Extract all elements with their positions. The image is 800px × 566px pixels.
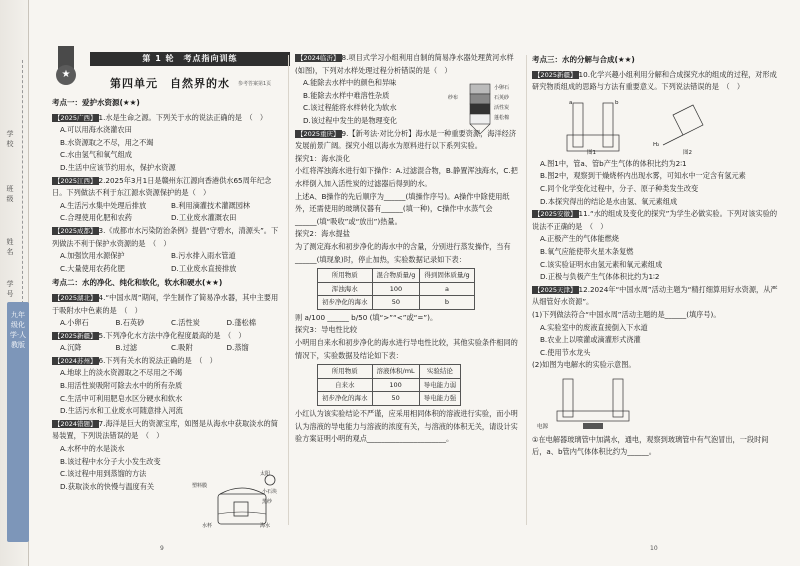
binding-label: 名 [6,248,14,256]
question-text: 3.《成都市水污染防治条例》提倡“守碧水，清源头”。下列做法不利于保护水资源的是 （ ） [52,225,279,248]
label-power: 电源 [537,423,549,430]
plastic-film [220,488,264,494]
answer-option: B.用活性炭吸附可除去水中的所有杂质 [60,381,183,391]
label-tube-b: b [615,99,619,106]
subject-tab-label: 九年级化学·人教版 [9,311,27,349]
question-source-tag: 【2025成都】 [54,226,97,235]
question-source-tag: 【2025湖北】 [54,293,97,302]
binding-label: 号 [6,290,14,298]
answer-option: D.蒸馏 [226,343,249,353]
answer-option: B.污水排入雨水管道 [171,251,236,261]
paragraph: 探究3：导电性比较 [295,325,358,335]
answer-option: A.地球上的淡水资源取之不尽用之不竭 [60,368,183,378]
answer-option: C.合理使用化肥和农药 [60,213,132,223]
label-figure-2: 图2 [683,149,692,156]
answer-option: D.生活中应该节约用水，保护水资源 [60,162,176,172]
question-source-tag: 【2024临沂】 [297,54,340,62]
question-source-tag: 【2024苏州】 [54,356,97,365]
water-cup [234,502,248,516]
label-hydrogen: H₂ [653,141,660,148]
question-source-tag: 【2025广西】 [54,113,97,122]
question-text: 7.海洋是巨大的资源宝库，如图是从海水中获取淡水的简易装置，下列说法错误的是 （ ） [52,418,278,441]
answer-option: B.图2中，观察到干燥烧杯内出现水雾，可知水中一定含有氢元素 [540,171,746,181]
question [52,292,282,317]
question [532,208,782,233]
question [52,330,282,343]
answer-option: C.该过程能将水样转化为软水 [303,103,397,113]
paragraph: 小红认为该实验结论不严谨，应采用相同体积的溶液进行实验，而小明认为溶液的导电能力与溶液的浓度有关，与溶液的体积无关，请设计实验方案证明小明的观点______________________。 [295,409,518,444]
table-cell: 100 [372,378,419,392]
answer-option: D.该过程中发生的是物理变化 [303,115,398,125]
paragraph: 小明用自来水和初步净化的海水进行导电性比较，其他实验条件相同的情况下，实验数据及结论如下表： [295,338,518,360]
table-header-cell: 混合物质量/g [372,269,420,283]
table-cell: a [420,282,474,296]
answer-option-row [60,342,282,355]
question-text: 12.2024年“中国水周”活动主题为“精打细算用好水资源，从严从细管好水资源”。 [532,284,778,307]
column-3 [532,52,782,459]
answer-option: A.水杯中的水是淡水 [60,444,125,454]
binding-label: 班 [6,185,14,193]
question-text: 5.下列净化水方法中净化程度最高的是 （ ） [98,330,246,340]
question [52,355,282,368]
question-text: 10.化学兴趣小组利用分解和合成探究水的组成的过程，对形成研究物质组成的思路与方法有重要意义。下列说法错误的是 （ ） [532,69,777,92]
answer-option-row [60,200,282,213]
answer-option: A.实验室中的废液直接倒入下水道 [540,322,648,332]
answer-option: C.使用节水龙头 [540,347,591,357]
question-source-tag: 【2025江西】 [54,176,97,185]
question [52,418,282,443]
answer-option: C.该实验证明水由氢元素和氧元素组成 [540,259,663,269]
section-heading: 考点二：水的净化、纯化和软化，软水和硬水(★★) [52,278,223,288]
label-figure-1: 图1 [587,149,596,156]
page-number-left: 9 [160,545,164,552]
paragraph: 则 a/100 ______ b/50 (填“>”“<”或“=”)。 [295,312,438,322]
star-medal-icon: ★ [56,65,76,85]
answer-option: B.能除去水样中难溶性杂质 [303,90,390,100]
answer-option: D.生活污水和工业废水可随意排入河流 [60,406,183,416]
label-quartz: 石英砂 [494,95,510,101]
paragraph: (2)如图为电解水的实验示意图。 [532,360,636,370]
question-source-tag: 【2025安徽】 [534,210,577,219]
answer-option: B.氧气应能使带火星木条复燃 [540,246,634,256]
table-row [318,378,461,392]
table-cell: 100 [372,282,420,296]
label-gauze: 纱布 [448,95,459,101]
section-heading: 考点一：爱护水资源(★★) [52,98,140,107]
paragraph: 上述A、B操作的先后顺序为______(填操作序号)。A操作中除使用纸外，还需使用的玻璃仪器有______(填一种)，C操作中水蒸气会______(填“吸收”或“放出”)热量。 [295,191,510,226]
electrolysis-diagram [533,95,733,155]
answer-option: D.本探究得出的结论是水由氢、氧元素组成 [540,196,678,206]
table-cell: 导电能力弱 [419,378,461,392]
answer-option: A.正极产生的气体能燃烧 [540,234,619,244]
table-header-cell: 得到固体质量/g [420,269,474,283]
paragraph: 为了测定海水和初步净化的海水中的含量，分别进行蒸发操作，当有______(填现象)时，停止加热，实验数据记录如下表： [295,241,511,264]
question-source-tag: 【2025新疆】 [534,70,577,79]
answer-option: B.农业上以喷灌或滴灌形式浇灌 [540,335,641,345]
binding-label: 校 [6,140,14,148]
binding-label: 学 [6,130,14,138]
table-header-row [318,365,461,379]
unit-title: 第四单元 自然界的水 [110,77,230,90]
label-film: 塑料膜 [192,483,208,489]
question-source-tag: 【2025新疆】 [54,331,97,340]
answer-option: C.生活中可利用肥皂水区分硬水和软水 [60,393,183,403]
paragraph: 探究1：海水淡化 [295,153,350,163]
answer-option-row [60,250,282,263]
question-source-tag: 【2025重庆】 [297,129,340,138]
question-text: 2.2025年3月1日是赣州东江源向香港供水65周年纪念日。下列做法不利于东江源水资源保护的是（ ） [52,175,272,198]
water-basin [218,494,266,524]
answer-option: D.获取淡水的快慢与温度有关 [60,481,155,491]
column-divider [526,55,527,525]
binding-label: 学 [6,280,14,288]
question [52,175,282,200]
data-table [317,364,461,406]
table-cell: 50 [372,392,419,406]
electrolysis-figure [532,94,782,158]
table-cell: b [420,296,474,310]
answer-option-row [60,263,282,276]
question [52,225,282,250]
table-cell: 初步净化的海水 [318,296,373,310]
answer-option: C.同个化学变化过程中，分子、原子种类发生改变 [540,183,699,193]
table-cell: 初步净化的海水 [318,392,373,406]
question-source-tag: 【2024错题】 [54,419,97,428]
answer-option: A.小卵石 [60,318,89,328]
section-heading: 考点三：水的分解与合成(★★) [532,55,635,64]
question-source-tag: 【2025天津】 [534,285,577,294]
electrolysis-apparatus-diagram [533,373,653,431]
answer-option: A.加强饮用水源保护 [60,251,125,261]
table-row [318,296,475,310]
answer-option: A.沉降 [60,343,82,353]
table-cell: 自来水 [318,378,373,392]
table-header-cell: 溶液体积/mL [372,365,419,379]
answer-option: C.吸附 [171,343,193,353]
table-cell: 导电能力强 [419,392,461,406]
answer-option: D.蓬松棉 [226,318,256,328]
paragraph: ①在电解器玻璃管中加满水，通电，观察到玻璃管中有气泡冒出，一段时间后，a、b管内气体体积比约为______。 [532,434,769,457]
sea-water-surface [218,512,266,514]
answer-reference: 参考答案第1页 [238,81,272,87]
answer-option: B.利用滴灌技术灌溉园林 [171,200,251,210]
label-sun: 太阳 [260,471,271,477]
paragraph: (1)下列做法符合“中国水周”活动主题的是______(填序号)。 [532,309,721,319]
answer-option: A.能除去水样中的颜色和异味 [303,78,397,88]
question-text: 8.项目式学习小组利用自制的简易净水器处理黄河水样(如图)，下列对水样处理过程分析错误的是（ ） [295,53,514,75]
answer-option: D.工业废水灌溉农田 [171,213,237,223]
table-cell: 50 [372,296,420,310]
data-table [317,268,475,310]
table-header-cell: 所用物质 [318,269,373,283]
electrolysis-apparatus-figure [532,372,782,434]
question [532,284,782,309]
table-header-row [318,269,475,283]
binding-label: 姓 [6,238,14,246]
label-tube-a: a [569,99,573,106]
question-text: 4.“中国水周”期间，学生制作了简易净水器，其中主要用于吸附水中色素的是 （ ） [52,292,279,315]
answer-option: B.水资源取之不尽，用之不竭 [60,137,154,147]
label-cup: 水杯 [202,523,213,529]
desalination-diagram [200,472,285,534]
paragraph: 小红将浑浊海水进行如下操作：A.过滤混合物，B.静置浑浊海水，C.把水样倒入加入活性炭的过滤器后得到的水。 [295,166,518,188]
water-filter-figure [440,80,520,138]
question [295,52,520,77]
question-text: 6.下列有关水的说法正确的是 （ ） [98,355,217,365]
desalination-figure [192,471,285,534]
answer-option: C.水由氢气和氧气组成 [60,150,132,160]
answer-option: B.该过程中水分子大小发生改变 [60,456,161,466]
table-cell: 浑浊海水 [318,282,373,296]
column-1 [52,95,282,493]
question-text: 9.【新考法·对比分析】海水是一种重要资源，海洋经济发展前景广阔。探究小组以海水为原料进行以下系列实验。 [295,128,517,151]
answer-option: A.生活污水集中处理后排放 [60,200,147,210]
answer-option: A.图1中，管a、管b产生气体的体积比约为2∶1 [540,158,687,168]
table-header-cell: 实验结论 [419,365,461,379]
table-row [318,282,475,296]
answer-option: A.可以用海水浇灌农田 [60,125,132,135]
answer-option: C.该过程中用到蒸馏的方法 [60,469,147,479]
round-banner: 第 1 轮 考点指向训练 [90,52,290,66]
page-number-right: 10 [650,545,658,552]
question [532,69,782,94]
answer-option: D.正极与负极产生气体体积比约为1∶2 [540,272,660,282]
answer-option: B.过滤 [115,343,138,353]
label-dark: 黑纱 [262,499,273,505]
table-row [318,392,461,406]
answer-option: B.石英砂 [115,318,145,328]
question [52,112,282,125]
label-sea: 海水 [260,523,271,529]
table-header-cell: 所用物质 [318,365,373,379]
answer-option: D.工业废水直接排放 [171,263,237,273]
answer-option: C.活性炭 [171,318,200,328]
answer-option-row [60,212,282,225]
label-pebble: 小卵石 [494,85,510,91]
paragraph: 探究2：海水提盐 [295,229,350,239]
question-text: 11.“水的组成及变化的探究”为学生必做实验。下列对该实验的说法不正确的是 （ ） [532,209,778,231]
answer-option-row [60,317,282,330]
label-stone: 小石块 [262,489,278,495]
binding-label: 级 [6,195,14,203]
column-divider [288,55,289,525]
answer-option: C.大量使用农药化肥 [60,263,125,273]
question-text: 1.水是生命之源。下列关于水的说法正确的是 （ ） [98,112,268,122]
label-cotton: 蓬松棉 [494,115,510,121]
label-carbon: 活性炭 [494,105,510,111]
